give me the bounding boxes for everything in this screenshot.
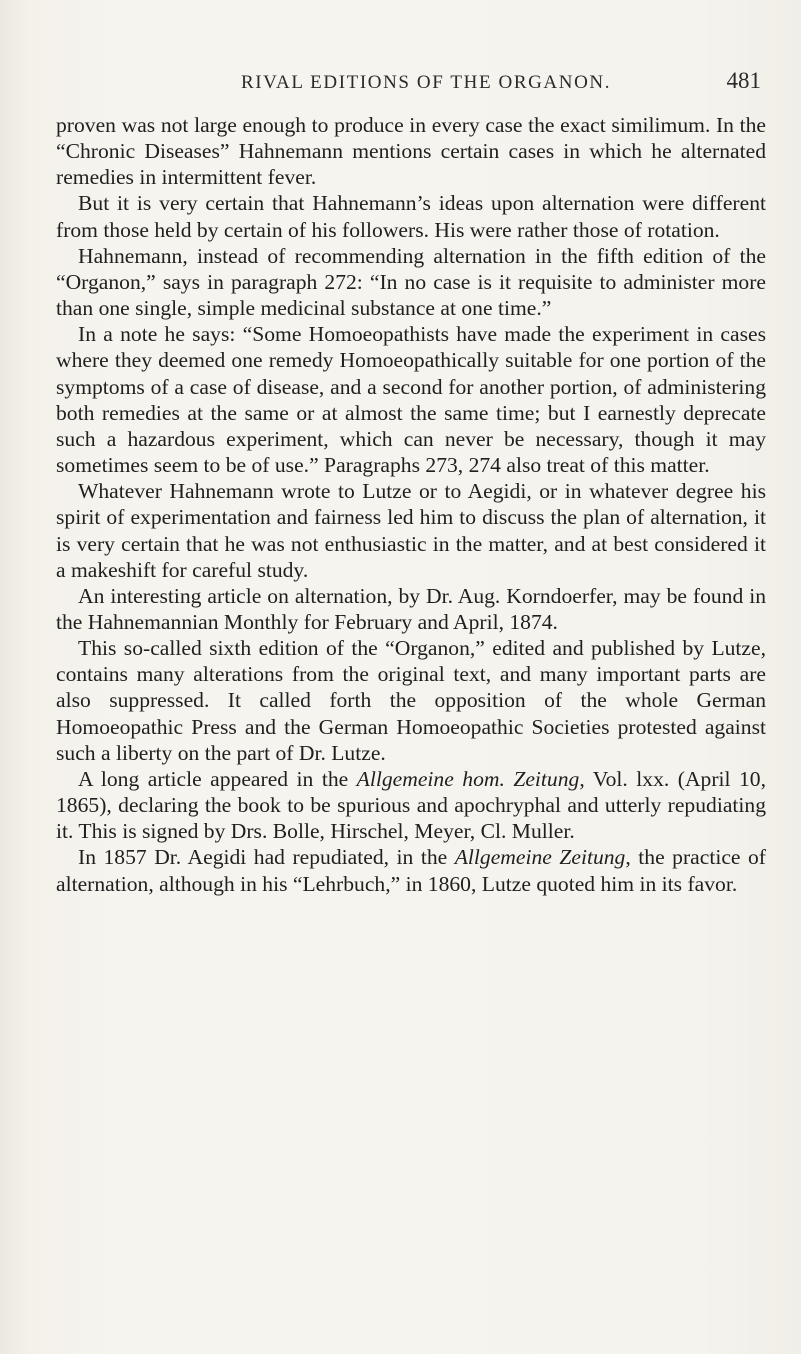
paragraph-4: In a note he says: “Some Homoeopathists have made the experiment in cases where they deemed one remedy Homoeopathically suitable for one portion of the symptoms of a case of disease, and a second for another portion, of administering both remedies at the same or at almost the same time; but I earnestly deprecate such a hazardous experiment, which can never be necessary, though it may sometimes seem to be of use.” Paragraphs 273, 274 also treat of this matter.	[56, 322, 766, 478]
paragraph-9-text-before: In 1857 Dr. Aegidi had repudiated, in the	[78, 845, 455, 870]
body-text	[56, 112, 766, 897]
paragraph-9	[56, 844, 766, 896]
paragraph-8-text-after: , Vol. lxx. (April 10, 1865), declaring the book to be spurious and apochryphal and utterly repudiating it. This is signed by Drs. Bolle, Hirschel, Meyer, Cl. Muller.	[56, 766, 766, 844]
paragraph-9-text-after: , the practice of alternation, although in his “Lehrbuch,” in 1860, Lutze quoted him in its favor.	[56, 845, 766, 896]
paragraph-3: Hahnemann, instead of recommending alternation in the fifth edition of the “Organon,” says in paragraph 272: “In no case is it requisite to administer more than one single, simple medicinal substance at one time.”	[56, 243, 766, 321]
paragraph-1: proven was not large enough to produce in every case the exact similimum. In the “Chronic Diseases” Hahnemann mentions certain cases in which he alternated remedies in intermittent fever.	[56, 113, 766, 190]
paragraph-7: This so-called sixth edition of the “Organon,” edited and published by Lutze, contains many alterations from the original text, and many important parts are also suppressed. It called forth the opposition of the whole German Homoeopathic Press and the German Homoeopathic Societies protested against such a liberty on the part of Dr. Lutze.	[56, 636, 766, 765]
page-number: 481	[726, 68, 761, 93]
paragraph-6: An interesting article on alternation, by Dr. Aug. Korndoerfer, may be found in the Hahnemannian Monthly for February and April, 1874.	[56, 583, 766, 634]
paragraph-8	[56, 766, 766, 844]
page-header	[0, 68, 801, 104]
running-head: RIVAL EDITIONS OF THE ORGANON.	[240, 72, 612, 93]
paragraph-2: But it is very certain that Hahnemann’s ideas upon alternation were different from those held by certain of his followers. His were rather those of rotation.	[56, 191, 766, 242]
paragraph-9-italic-title: Allgemeine Zeitung	[454, 845, 626, 870]
paragraph-8-text-before: A long article appeared in the	[78, 766, 357, 791]
paragraph-8-italic-title: Allgemeine hom. Zeitung	[356, 766, 580, 791]
paragraph-5: Whatever Hahnemann wrote to Lutze or to Aegidi, or in whatever degree his spirit of experimentation and fairness led him to discuss the plan of alternation, it is very certain that he was not enthusiastic in the matter, and at best considered it a makeshift for careful study.	[56, 479, 766, 582]
